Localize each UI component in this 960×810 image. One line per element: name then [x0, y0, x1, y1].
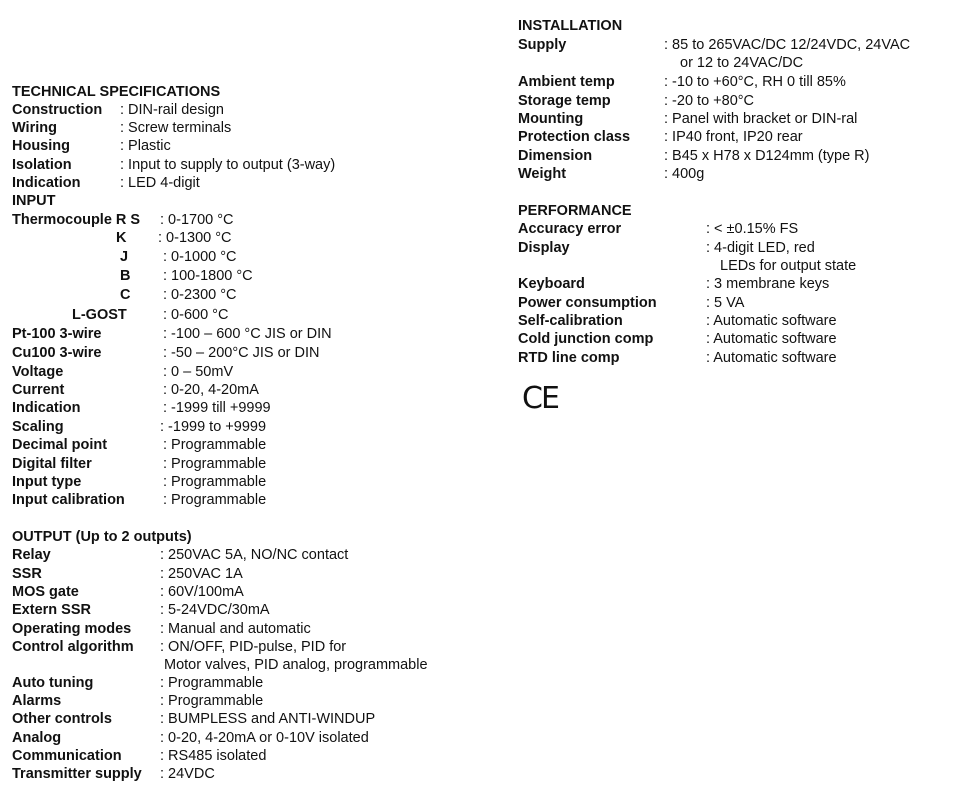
spec-value: : 250VAC 5A, NO/NC contact [160, 547, 349, 563]
spec-value: : 5-24VDC/30mA [160, 602, 270, 618]
ce-mark-logo: CE [522, 381, 558, 416]
spec-label: J [120, 249, 129, 265]
spec-label: Current [12, 382, 65, 398]
spec-value-continued: Motor valves, PID analog, programmable [164, 657, 428, 673]
spec-value: : 5 VA [706, 295, 745, 311]
spec-value: : Programmable [163, 437, 267, 453]
input-heading: INPUT [12, 193, 56, 209]
spec-value: : 4-digit LED, red [706, 240, 815, 256]
spec-value: : 0-20, 4-20mA [163, 382, 259, 398]
spec-label: Keyboard [518, 276, 585, 292]
spec-label: Auto tuning [12, 675, 94, 691]
spec-value: : DIN-rail design [120, 102, 224, 118]
spec-label: Digital filter [12, 456, 92, 472]
spec-label: Voltage [12, 364, 64, 380]
spec-value: : Programmable [163, 456, 267, 472]
spec-value: : B45 x H78 x D124mm (type R) [664, 148, 870, 164]
spec-label: K [116, 230, 127, 246]
spec-label: Indication [12, 400, 81, 416]
spec-value: : ON/OFF, PID-pulse, PID for [160, 639, 347, 655]
spec-value: : Automatic software [706, 350, 837, 366]
spec-value: : -20 to +80°C [664, 93, 755, 109]
spec-value: : 24VDC [160, 766, 215, 782]
spec-label: Construction [12, 102, 103, 118]
spec-value: : Automatic software [706, 313, 837, 329]
spec-value: : Automatic software [706, 331, 837, 347]
spec-label: MOS gate [12, 584, 79, 600]
spec-value: : Manual and automatic [160, 621, 311, 637]
spec-label: Storage temp [518, 93, 611, 109]
spec-label: Decimal point [12, 437, 108, 453]
spec-value: : Plastic [120, 138, 171, 154]
spec-value: : Input to supply to output (3-way) [120, 157, 336, 173]
spec-label: Weight [518, 166, 567, 182]
spec-label: Analog [12, 730, 62, 746]
spec-label: RTD line comp [518, 350, 620, 366]
spec-label: Mounting [518, 111, 584, 127]
spec-label: B [120, 268, 131, 284]
spec-label: Scaling [12, 419, 64, 435]
spec-value: : 250VAC 1A [160, 566, 243, 582]
spec-value: : Programmable [163, 492, 267, 508]
spec-value: : LED 4-digit [120, 175, 200, 191]
spec-label: Communication [12, 748, 122, 764]
spec-value: : Panel with bracket or DIN-ral [664, 111, 858, 127]
spec-value: : 0-1000 °C [163, 249, 237, 265]
spec-label: Cu100 3-wire [12, 345, 102, 361]
spec-value: : 85 to 265VAC/DC 12/24VDC, 24VAC [664, 37, 911, 53]
spec-value: : 0 – 50mV [163, 364, 234, 380]
spec-value: : -100 – 600 °C JIS or DIN [163, 326, 332, 342]
spec-value: : -1999 to +9999 [160, 419, 267, 435]
spec-label: Indication [12, 175, 81, 191]
spec-label: Dimension [518, 148, 593, 164]
spec-value: : 0-1300 °C [158, 230, 232, 246]
spec-label: Accuracy error [518, 221, 622, 237]
spec-value: : 0-2300 °C [163, 287, 237, 303]
spec-value: : -10 to +60°C, RH 0 till 85% [664, 74, 846, 90]
spec-label: Wiring [12, 120, 57, 136]
spec-label: SSR [12, 566, 42, 582]
spec-label: Input calibration [12, 492, 125, 508]
spec-label: Self-calibration [518, 313, 623, 329]
spec-value: : 0-1700 °C [160, 212, 234, 228]
spec-value-continued: LEDs for output state [720, 258, 857, 274]
spec-value: : Screw terminals [120, 120, 232, 136]
spec-label: Cold junction comp [518, 331, 654, 347]
spec-label: C [120, 287, 131, 303]
spec-value: : < ±0.15% FS [706, 221, 799, 237]
spec-value: : RS485 isolated [160, 748, 267, 764]
spec-label: Pt-100 3-wire [12, 326, 102, 342]
spec-value: : -1999 till +9999 [163, 400, 271, 416]
spec-value: : Programmable [160, 675, 264, 691]
performance-heading: PERFORMANCE [518, 203, 632, 219]
spec-value: : Programmable [163, 474, 267, 490]
spec-label: Relay [12, 547, 51, 563]
spec-label: Input type [12, 474, 82, 490]
spec-label: Housing [12, 138, 70, 154]
spec-value: : 400g [664, 166, 705, 182]
spec-label: Supply [518, 37, 567, 53]
output-heading: OUTPUT (Up to 2 outputs) [12, 529, 192, 545]
spec-label: Power consumption [518, 295, 657, 311]
spec-label: Display [518, 240, 570, 256]
spec-label: Other controls [12, 711, 112, 727]
spec-label: Control algorithm [12, 639, 134, 655]
spec-label: L-GOST [72, 307, 127, 323]
spec-value: : 0-600 °C [163, 307, 229, 323]
spec-value: : BUMPLESS and ANTI-WINDUP [160, 711, 376, 727]
spec-label: Operating modes [12, 621, 132, 637]
spec-value: : 0-20, 4-20mA or 0-10V isolated [160, 730, 369, 746]
spec-value: : -50 – 200°C JIS or DIN [163, 345, 320, 361]
spec-value: : 3 membrane keys [706, 276, 830, 292]
spec-label: Thermocouple R S [12, 212, 141, 228]
spec-value: : IP40 front, IP20 rear [664, 129, 803, 145]
spec-label: Protection class [518, 129, 631, 145]
technical-heading: TECHNICAL SPECIFICATIONS [12, 84, 221, 100]
spec-value: : 100-1800 °C [163, 268, 253, 284]
spec-value: : Programmable [160, 693, 264, 709]
spec-label: Alarms [12, 693, 62, 709]
spec-label: Isolation [12, 157, 72, 173]
spec-label: Transmitter supply [12, 766, 142, 782]
installation-heading: INSTALLATION [518, 18, 623, 34]
spec-value-continued: or 12 to 24VAC/DC [680, 55, 804, 71]
spec-label: Extern SSR [12, 602, 91, 618]
spec-label: Ambient temp [518, 74, 615, 90]
spec-value: : 60V/100mA [160, 584, 244, 600]
